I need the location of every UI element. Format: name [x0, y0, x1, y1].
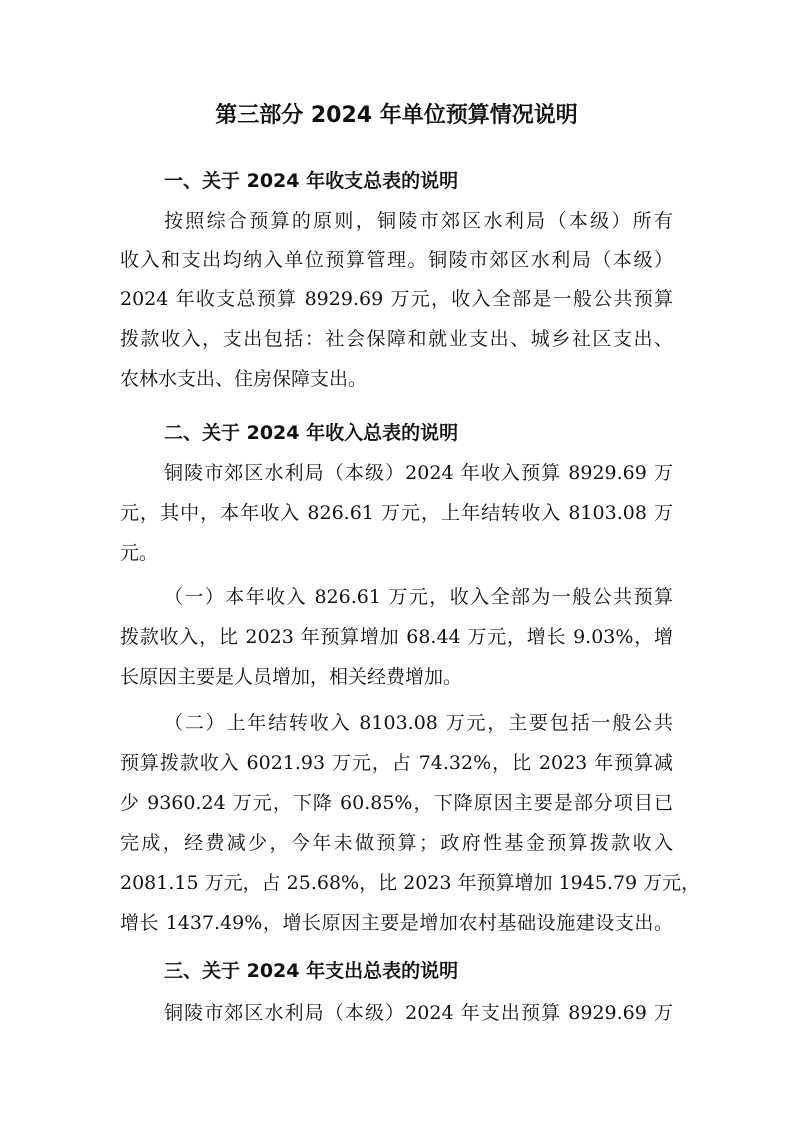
paragraph-line: 预算拨款收入 6021.93 万元，占 74.32%，比 2023 年预算减 — [120, 752, 673, 774]
page-title: 第三部分 2024 年单位预算情况说明 — [215, 103, 578, 128]
paragraph-line: 2081.15 万元，占 25.68%，比 2023 年预算增加 1945.79 万元， — [120, 872, 701, 894]
paragraph-line: 少 9360.24 万元，下降 60.85%，下降原因主要是部分项目已 — [120, 792, 673, 814]
section-heading-2: 二、关于 2024 年收入总表的说明 — [164, 422, 459, 444]
paragraph-line: 铜陵市郊区水利局（本级）2024 年支出预算 8929.69 万 — [164, 1002, 673, 1024]
paragraph-line: 拨款收入，比 2023 年预算增加 68.44 万元，增长 9.03%，增 — [120, 626, 673, 648]
section-heading-3: 三、关于 2024 年支出总表的说明 — [164, 960, 459, 982]
paragraph-line: （一）本年收入 826.61 万元，收入全部为一般公共预算 — [164, 586, 673, 608]
paragraph-line: 完成，经费减少，今年未做预算；政府性基金预算拨款收入 — [120, 832, 673, 854]
paragraph-line: 2024 年收支总预算 8929.69 万元，收入全部是一般公共预算 — [120, 288, 673, 310]
paragraph-line: 增长 1437.49%，增长原因主要是增加农村基础设施建设支出。 — [120, 912, 673, 934]
paragraph-line: 元，其中，本年收入 826.61 万元，上年结转收入 8103.08 万 — [120, 502, 673, 524]
paragraph-line: （二）上年结转收入 8103.08 万元，主要包括一般公共 — [164, 712, 673, 734]
paragraph-line: 元。 — [120, 542, 159, 564]
paragraph-line: 长原因主要是人员增加，相关经费增加。 — [120, 666, 463, 688]
paragraph-line: 铜陵市郊区水利局（本级）2024 年收入预算 8929.69 万 — [164, 462, 673, 484]
paragraph-line: 按照综合预算的原则，铜陵市郊区水利局（本级）所有 — [164, 210, 673, 232]
section-heading-1: 一、关于 2024 年收支总表的说明 — [164, 170, 459, 192]
paragraph-line: 收入和支出均纳入单位预算管理。铜陵市郊区水利局（本级） — [120, 249, 673, 271]
paragraph-line: 农林水支出、住房保障支出。 — [120, 368, 368, 390]
paragraph-line: 拨款收入，支出包括：社会保障和就业支出、城乡社区支出、 — [120, 328, 673, 350]
